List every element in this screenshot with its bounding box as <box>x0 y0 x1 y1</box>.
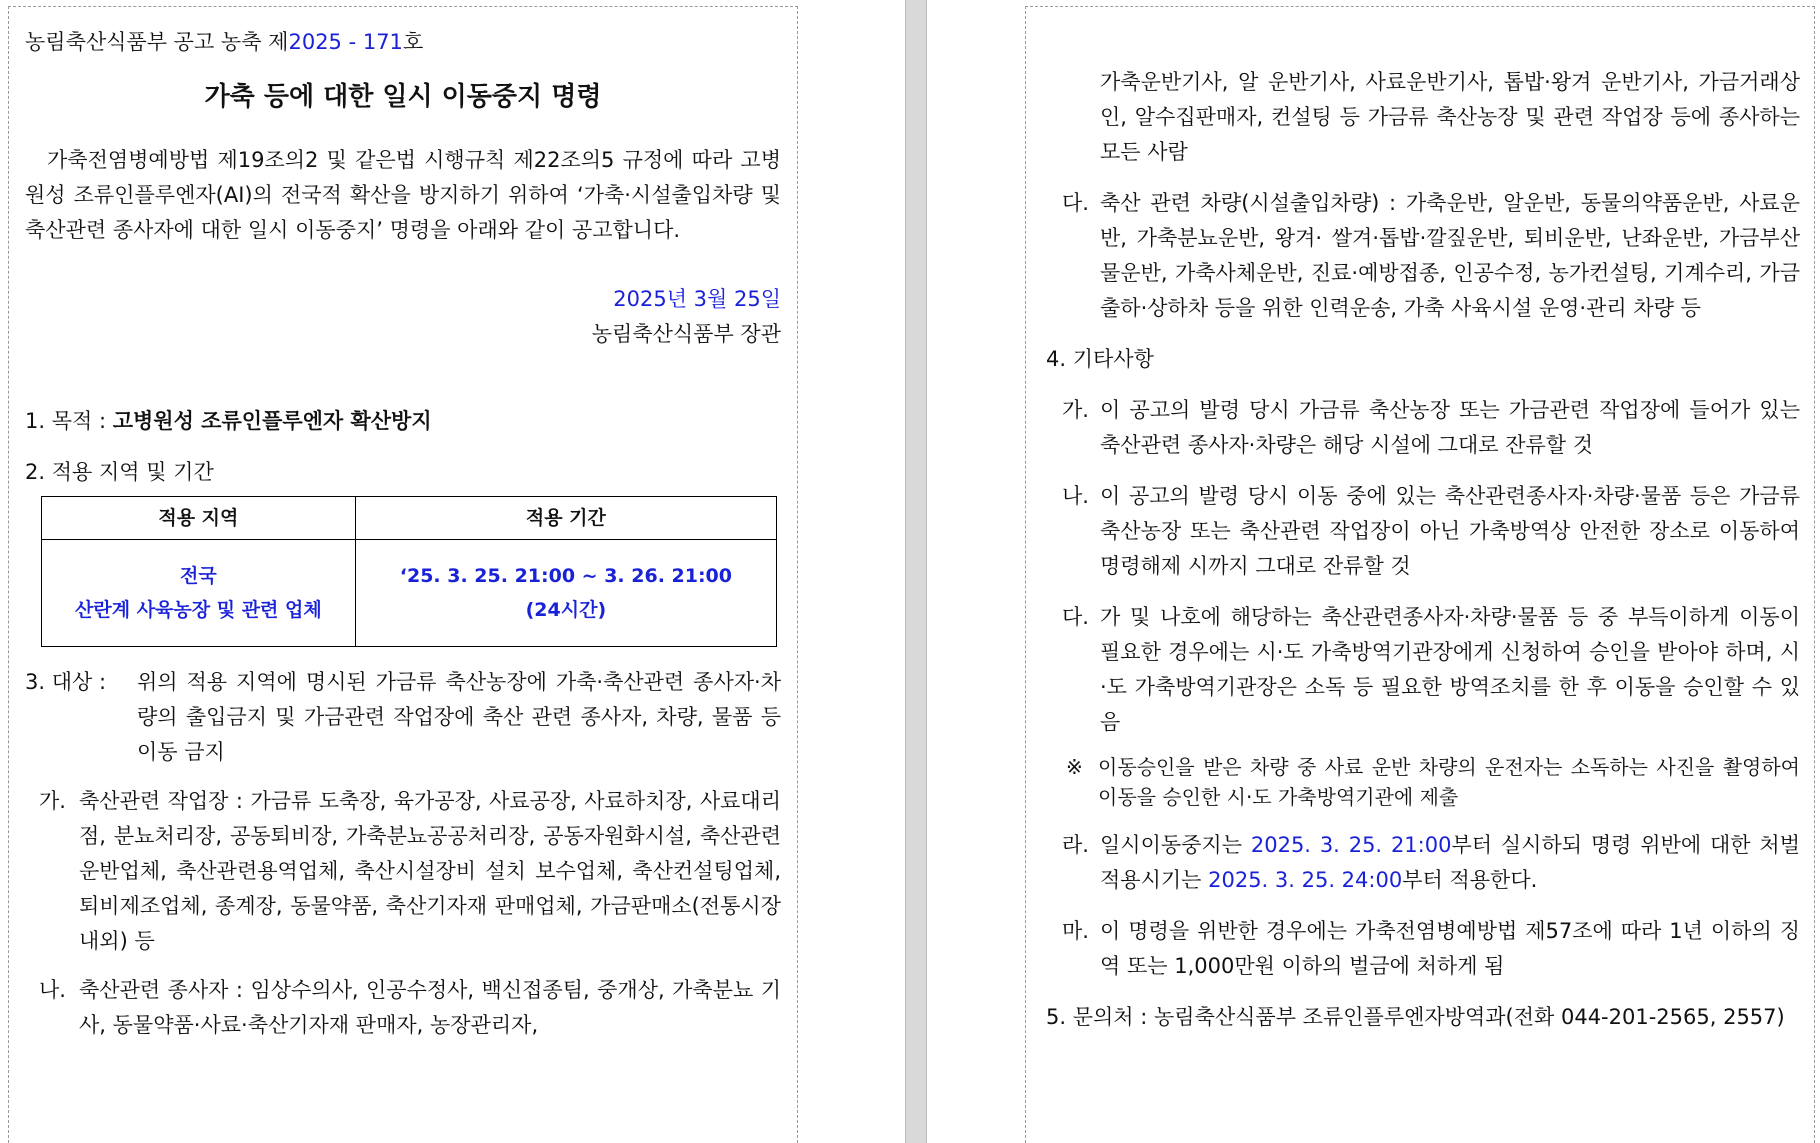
s4-item-da-text: 가 및 나호에 해당하는 축산관련종사자·차량·물품 등 중 부득이하게 이동이 필요한 경우에는 시·도 가축방역기관장에게 신청하여 승인을 받아야 하며, 시·도 가축방역기관장은 소독 등 필요한 방역조치를 한 후 이동을 승인할 수 있음 <box>1100 605 1800 734</box>
section-2-label: 2. 적용 지역 및 기간 <box>25 460 214 484</box>
section-4-label: 4. 기타사항 <box>1046 347 1154 371</box>
item-na-text: 축산관련 종사자 : 임상수의사, 인공수정사, 백신접종팀, 중개상, 가축분뇨 기사, 동물약품·사료·축산기자재 판매자, 농장관리자, <box>79 978 781 1037</box>
table-cell-period <box>355 540 776 647</box>
ra-part-2: 부터 실시하되 명령 위반에 대한 처벌적용시기는 <box>1100 833 1800 892</box>
item-ga-text: 축산관련 작업장 : 가금류 도축장, 육가공장, 사료공장, 사료하치장, 사료대리점, 분뇨처리장, 공동퇴비장, 가축분뇨공공처리장, 공동자원화시설, 축산관련운반업체, 축산관련용역업체, 축산시설장비 설치 보수업체, 축산컨설팅업체, 퇴비제조업체, 종계장, 동물약품, 축산기자재 판매업체, 가금판매소(전통시장 내외) 등 <box>79 789 781 953</box>
item-da-label: 다. <box>1062 191 1096 215</box>
item-na-continued: 가축운반기사, 알 운반기사, 사료운반기사, 톱밥·왕겨 운반기사, 가금거래상인, 알수집판매자, 컨설팅 등 가금류 축산농장 및 관련 작업장 등에 종사하는 모든 사람 <box>1100 70 1800 164</box>
notice-suffix: 호 <box>402 30 424 54</box>
table-header-region: 적용 지역 <box>42 497 356 540</box>
s4-item-ra <box>1046 828 1800 898</box>
notice-number: 2025 - 171 <box>288 30 403 54</box>
notice-date: 2025년 3월 25일 <box>613 287 781 311</box>
item-ga <box>25 784 781 959</box>
note-mark: ※ <box>1066 755 1090 779</box>
item-ga-label: 가. <box>39 789 73 813</box>
page-2-content <box>1046 65 1800 1035</box>
region-line-1: 전국 <box>180 565 217 587</box>
page-gutter <box>905 0 927 1143</box>
ra-part-3: 부터 적용한다. <box>1402 868 1538 892</box>
note-text: 이동승인을 받은 차량 중 사료 운반 차량의 운전자는 소독하는 사진을 촬영하여 이동을 승인한 시·도 가축방역기관에 제출 <box>1098 755 1800 809</box>
item-na-label: 나. <box>39 978 73 1002</box>
section-3 <box>25 665 781 770</box>
section-3-label: 3. 대상 : <box>25 670 113 694</box>
table-header-period: 적용 기간 <box>355 497 776 540</box>
s4-item-na <box>1046 479 1800 584</box>
section-5-text: 농림축산식품부 조류인플루엔자방역과(전화 044-201-2565, 2557) <box>1154 1005 1785 1029</box>
ra-part-1: 일시이동중지는 <box>1100 833 1251 857</box>
notice-number-line <box>25 25 781 60</box>
ra-time-2: 2025. 3. 25. 24:00 <box>1208 868 1403 892</box>
document-title: 가축 등에 대한 일시 이동중지 명령 <box>204 82 602 112</box>
table-header-row <box>42 497 777 540</box>
period-line-2: (24시간) <box>525 599 607 621</box>
s4-item-ma <box>1046 914 1800 984</box>
approval-note <box>1046 752 1800 812</box>
document-page-2 <box>1025 6 1815 1143</box>
s4-item-ma-text: 이 명령을 위반한 경우에는 가축전염병예방법 제57조에 따라 1년 이하의 징역 또는 1,000만원 이하의 벌금에 처하게 됨 <box>1100 919 1800 978</box>
notice-prefix: 농림축산식품부 공고 농축 제 <box>25 30 289 54</box>
s4-item-ma-label: 마. <box>1062 919 1096 943</box>
document-page-1 <box>8 6 798 1143</box>
s4-item-ga <box>1046 393 1800 463</box>
s4-item-na-text: 이 공고의 발령 당시 이동 중에 있는 축산관련종사자·차량·물품 등은 가금류 축산농장 또는 축산관련 작업장이 아닌 가축방역상 안전한 장소로 이동하여 명령해제 시까지 그대로 잔류할 것 <box>1100 484 1800 578</box>
section-1-text: 고병원성 조류인플루엔자 확산방지 <box>112 409 432 433</box>
issuer: 농림축산식품부 장관 <box>591 322 781 346</box>
intro-paragraph: 가축전염병예방법 제19조의2 및 같은법 시행규칙 제22조의5 규정에 따라 고병원성 조류인플루엔자(AI)의 전국적 확산을 방지하기 위하여 ‘가축·시설출입차량 및 축산관련 종사자에 대한 일시 이동중지’ 명령을 아래와 같이 공고합니다. <box>25 148 781 242</box>
item-da-text: 축산 관련 차량(시설출입차량) : 가축운반, 알운반, 동물의약품운반, 사료운반, 가축분뇨운반, 왕겨· 쌀겨·톱밥·깔짚운반, 퇴비운반, 난좌운반, 가금부산물운반, 가축사체운반, 진료·예방접종, 인공수정, 농가컨설팅, 기계수리, 가금출하·상하차 등을 위한 인력운송, 가축 사육시설 운영·관리 차량 등 <box>1100 191 1800 320</box>
section-3-text: 위의 적용 지역에 명시된 가금류 축산농장에 가축·축산관련 종사자·차량의 출입금지 및 가금관련 작업장에 축산 관련 종사자, 차량, 물품 등 이동 금지 <box>137 670 781 764</box>
item-na <box>25 973 781 1043</box>
section-1 <box>25 404 781 439</box>
s4-item-ra-text <box>1100 828 1800 898</box>
application-table <box>41 496 777 647</box>
period-line-1: ‘25. 3. 25. 21:00 ~ 3. 26. 21:00 <box>399 565 732 587</box>
region-line-2: 산란계 사육농장 및 관련 업체 <box>75 599 322 621</box>
page-1-content <box>25 25 781 1043</box>
s4-item-ra-label: 라. <box>1062 833 1096 857</box>
item-da <box>1046 186 1800 326</box>
table-row <box>42 540 777 647</box>
ra-time-1: 2025. 3. 25. 21:00 <box>1250 833 1452 857</box>
s4-item-ga-text: 이 공고의 발령 당시 가금류 축산농장 또는 가금관련 작업장에 들어가 있는 축산관련 종사자·차량은 해당 시설에 그대로 잔류할 것 <box>1100 398 1800 457</box>
s4-item-da-label: 다. <box>1062 605 1096 629</box>
section-5 <box>1046 1000 1800 1035</box>
s4-item-ga-label: 가. <box>1062 398 1096 422</box>
table-cell-region <box>42 540 356 647</box>
date-block <box>25 282 781 352</box>
section-5-label: 5. 문의처 : <box>1046 1005 1154 1029</box>
section-1-label: 1. 목적 : <box>25 409 113 433</box>
s4-item-da <box>1046 600 1800 740</box>
s4-item-na-label: 나. <box>1062 484 1096 508</box>
